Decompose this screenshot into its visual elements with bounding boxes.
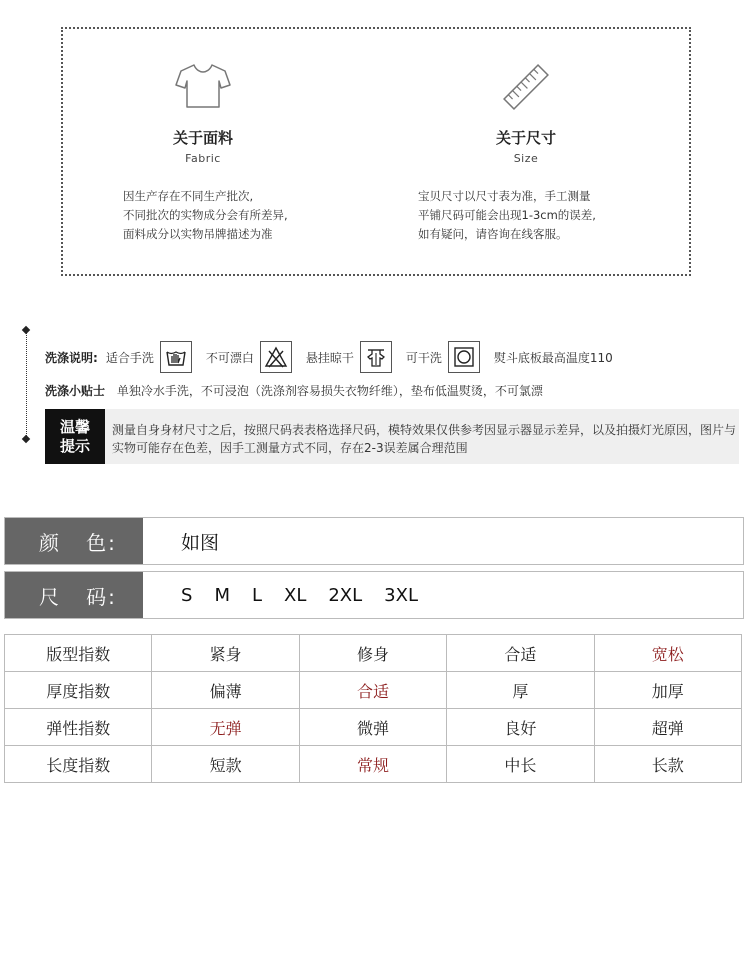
fabric-subtitle: Fabric — [185, 152, 221, 165]
size-option: M — [214, 584, 230, 606]
table-row — [5, 672, 742, 709]
index-option: 短款 — [152, 746, 299, 783]
index-option: 合适 — [299, 672, 446, 709]
hang-dry-icon — [360, 341, 392, 373]
fabric-line: 面料成分以实物吊牌描述为准 — [123, 227, 273, 241]
fabric-line: 因生产存在不同生产批次, — [123, 189, 254, 203]
index-option: 长款 — [594, 746, 741, 783]
index-option: 修身 — [299, 635, 446, 672]
fabric-line: 不同批次的实物成分会有所差异, — [123, 208, 288, 222]
size-options — [181, 572, 440, 618]
color-label: 颜 色: — [5, 518, 143, 564]
index-option: 偏薄 — [152, 672, 299, 709]
index-name: 厚度指数 — [5, 672, 152, 709]
hand-wash-text: 适合手洗 — [105, 350, 154, 365]
warm-notice — [45, 409, 739, 464]
iron-note: 熨斗底板最高温度110 — [493, 350, 613, 365]
washing-rail — [26, 330, 27, 440]
size-description — [418, 187, 596, 244]
tips-label: 洗涤小贴士 — [45, 384, 106, 398]
index-option: 厚 — [447, 672, 594, 709]
index-option: 无弹 — [152, 709, 299, 746]
color-value: 如图 — [181, 531, 220, 554]
tips-text: 单独冷水手洗，不可浸泡（洗涤剂容易损失衣物纤维），垫布低温熨烫，不可氯漂 — [116, 384, 543, 398]
size-subtitle: Size — [513, 152, 539, 165]
index-option: 微弹 — [299, 709, 446, 746]
ruler-icon — [496, 59, 556, 115]
size-line: 如有疑问，请咨询在线客服。 — [418, 227, 568, 241]
size-row — [4, 571, 744, 619]
index-name: 弹性指数 — [5, 709, 152, 746]
index-option: 紧身 — [152, 635, 299, 672]
info-box — [61, 27, 691, 276]
index-option: 加厚 — [594, 672, 741, 709]
index-option: 中长 — [447, 746, 594, 783]
fabric-title: 关于面料 — [172, 129, 233, 147]
size-label: 尺 码: — [5, 572, 143, 618]
size-title: 关于尺寸 — [495, 129, 556, 147]
table-row — [5, 746, 742, 783]
index-table — [4, 634, 742, 783]
index-option: 合适 — [447, 635, 594, 672]
index-option: 常规 — [299, 746, 446, 783]
size-option: L — [251, 584, 262, 606]
index-name: 版型指数 — [5, 635, 152, 672]
washing-label: 洗涤说明: — [45, 350, 98, 365]
index-option: 超弹 — [594, 709, 741, 746]
rail-diamond-top — [22, 326, 30, 334]
table-row — [5, 709, 742, 746]
size-line: 宝贝尺寸以尺寸表为准，手工测量 — [418, 189, 591, 203]
hang-dry-text: 悬挂晾干 — [305, 350, 354, 365]
washing-tips — [45, 382, 543, 399]
size-option: S — [181, 584, 193, 606]
warm-notice-text: 测量自身身材尺寸之后，按照尺码表表格选择尺码，模特效果仅供参考因显示器显示差异，以及拍摄灯光原因，图片与实物可能存在色差，因手工测量方式不同，存在2-3误差属合理范围 — [112, 423, 737, 455]
index-option: 宽松 — [594, 635, 741, 672]
index-name: 长度指数 — [5, 746, 152, 783]
badge-line: 提示 — [59, 436, 90, 455]
dry-clean-text: 可干洗 — [405, 350, 442, 365]
index-option: 良好 — [447, 709, 594, 746]
size-option: 3XL — [384, 584, 418, 606]
tshirt-icon — [173, 59, 233, 115]
dry-clean-icon — [448, 341, 480, 373]
size-option: XL — [284, 584, 307, 606]
rail-diamond-bottom — [22, 435, 30, 443]
size-section — [418, 29, 718, 274]
table-row — [5, 635, 742, 672]
color-row — [4, 517, 744, 565]
badge-line: 温馨 — [59, 417, 90, 436]
fabric-description — [123, 187, 288, 244]
fabric-section — [123, 29, 423, 274]
no-bleach-icon — [260, 341, 292, 373]
warm-notice-badge — [45, 409, 105, 464]
washing-instructions — [45, 341, 619, 373]
size-option: 2XL — [328, 584, 363, 606]
hand-wash-icon — [160, 341, 192, 373]
size-line: 平铺尺码可能会出现1-3cm的误差, — [418, 208, 596, 222]
no-bleach-text: 不可漂白 — [205, 350, 254, 365]
